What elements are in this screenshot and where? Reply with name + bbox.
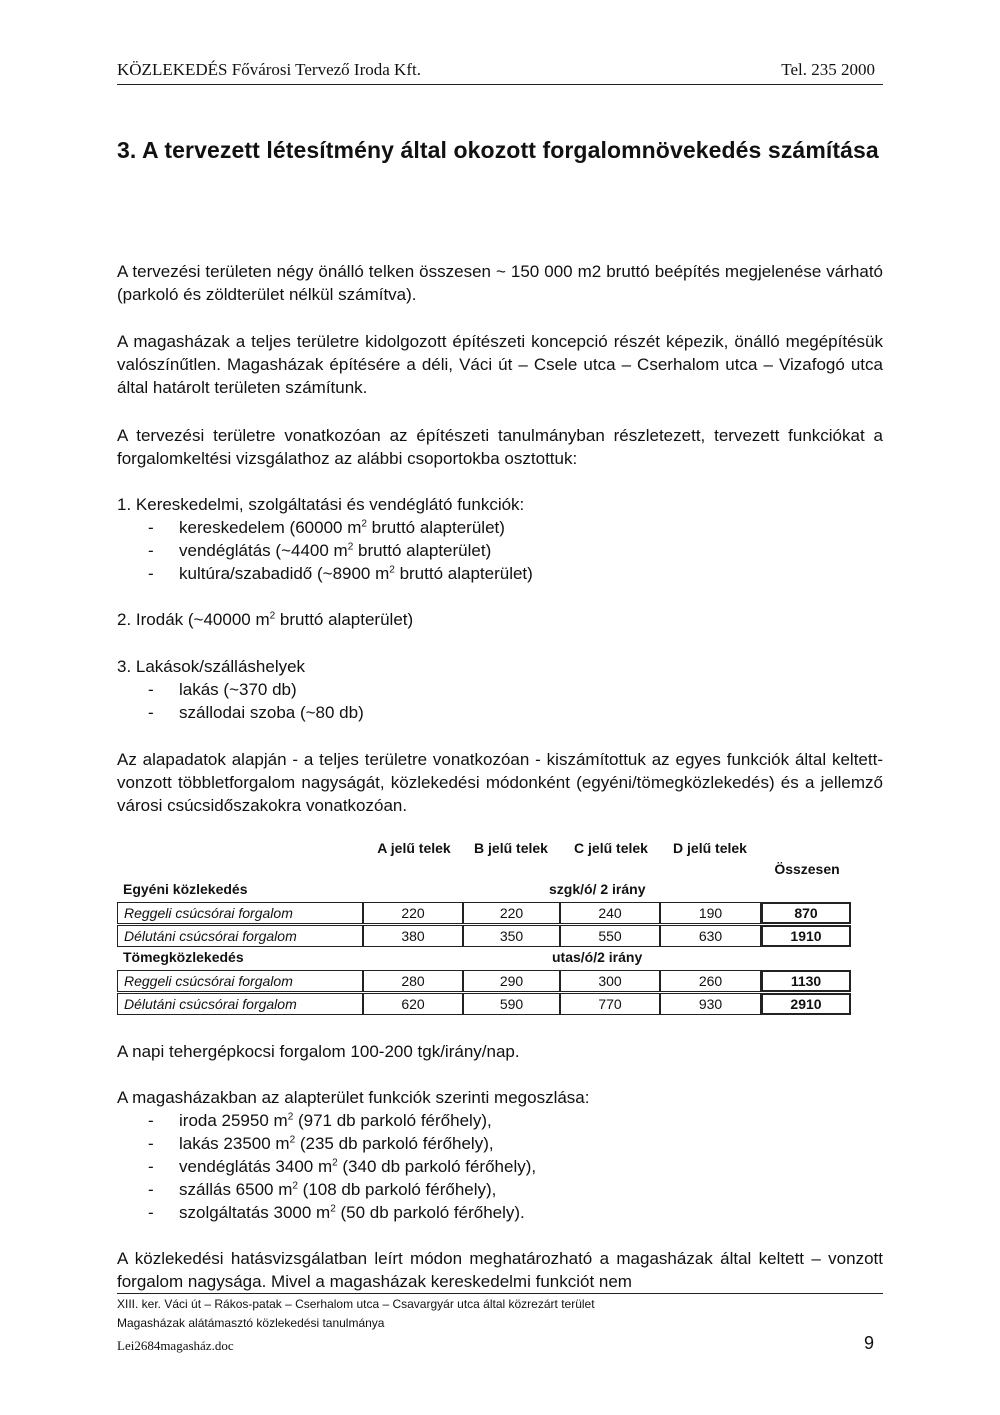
paragraph-3: A tervezési területre vonatkozóan az építészeti tanulmányban részletezett, tervezett funkciókat a forgalomkeltési vizsgálathoz az alábbi csoportokba osztottuk: bbox=[117, 426, 883, 468]
list-item: - kereskedelem (60000 $m^2$ bruttó alapterület) bbox=[148, 518, 505, 537]
list-item: - vendéglátás 3400 $m^2$ (340 db parkoló férőhely), bbox=[148, 1157, 537, 1176]
paragraph-1: A tervezési területen négy önálló telken összesen ~ 150 000 m2 bruttó beépítés megjelenése várható (parkoló és zöldterület nélkül számítva). bbox=[117, 262, 883, 304]
page-number: 9 bbox=[863, 1333, 874, 1353]
col-header-total: Összesen bbox=[774, 861, 840, 877]
col-header-b: B jelű telek bbox=[474, 840, 548, 856]
group-1-heading: 1. Kereskedelmi, szolgáltatási és vendéglátó funkciók: bbox=[117, 495, 525, 514]
footer-divider bbox=[117, 1293, 883, 1294]
header-phone: Tel. 235 2000 bbox=[781, 60, 875, 79]
paragraph-7: A közlekedési hatásvizsgálatban leírt módon meghatározható a magasházak által keltett – vonzott forgalom nagysága. Mivel a magasházak kereskedelmi funkciót nem bbox=[117, 1249, 883, 1291]
section-title: 3. A tervezett létesítmény által okozott forgalomnövekedés számítása bbox=[117, 137, 879, 163]
paragraph-2: A magasházak a teljes területre kidolgozott építészeti koncepció részét képezik, önálló megépítésük valószínűtlen. Magasházak építésére a déli, Váci út – Csele utca – Cserhalom utca – Vizafogó utca által határolt területen számítunk. bbox=[117, 332, 883, 397]
col-header-d: D jelű telek bbox=[673, 840, 747, 856]
table-row: Reggeli csúcsórai forgalom 220 220 240 190 870 bbox=[117, 902, 851, 924]
header-company: KÖZLEKEDÉS Fővárosi Tervező Iroda Kft. bbox=[117, 60, 421, 79]
footer-doc-name: Lei2684magasház.doc bbox=[117, 1338, 234, 1353]
section-egyeni: Egyéni közlekedés bbox=[123, 881, 248, 897]
paragraph-5: A napi tehergépkocsi forgalom 100-200 tgk/irány/nap. bbox=[117, 1042, 520, 1061]
paragraph-6: A magasházakban az alapterület funkciók szerinti megoszlása: bbox=[117, 1088, 590, 1107]
section-unit: utas/ó/2 irány bbox=[552, 949, 643, 965]
table-row: Délutáni csúcsórai forgalom 620 590 770 930 2910 bbox=[117, 993, 851, 1015]
footer-line-2: Magasházak alátámasztó közlekedési tanulmánya bbox=[117, 1316, 385, 1330]
footer-line-1: XIII. ker. Váci út – Rákos-patak – Cserhalom utca – Csavargyár utca által közrezárt terület bbox=[117, 1297, 595, 1311]
col-header-c: C jelű telek bbox=[574, 840, 648, 856]
list-item: - szolgáltatás 3000 $m^2$ (50 db parkoló férőhely). bbox=[148, 1203, 525, 1222]
list-item: - iroda 25950 $m^2$ (971 db parkoló férőhely), bbox=[148, 1111, 492, 1130]
table-row: Délutáni csúcsórai forgalom 380 350 550 630 1910 bbox=[117, 925, 851, 947]
section-unit: szgk/ó/ 2 irány bbox=[549, 881, 646, 897]
list-item: - vendéglátás (~4400 $m^2$ bruttó alapterület) bbox=[148, 541, 492, 560]
list-item: - szállás 6500 $m^2$ (108 db parkoló férőhely), bbox=[148, 1180, 497, 1199]
list-item: - szállodai szoba (~80 db) bbox=[148, 703, 364, 722]
list-item: - kultúra/szabadidő (~8900 $m^2$ bruttó alapterület) bbox=[148, 564, 533, 583]
section-tomeg: Tömegközlekedés bbox=[123, 949, 244, 965]
paragraph-4: Az alapadatok alapján - a teljes területre vonatkozóan - kiszámítottuk az egyes funkciók által keltett-vonzott többletforgalom nagyságát, közlekedési módonként (egyéni/tömegközlekedés) és a jellemző városi csúcsidőszakokra vonatkozóan. bbox=[117, 750, 883, 815]
group-3-heading: 3. Lakások/szálláshelyek bbox=[117, 657, 306, 676]
table-row: Reggeli csúcsórai forgalom 280 290 300 260 1130 bbox=[117, 970, 851, 992]
list-item: - lakás (~370 db) bbox=[148, 680, 297, 699]
group-2-heading: 2. Irodák (~40000 $m^2$ bruttó alapterület) bbox=[117, 610, 414, 629]
page-header bbox=[117, 58, 883, 85]
list-item: - lakás 23500 $m^2$ (235 db parkoló férőhely), bbox=[148, 1134, 494, 1153]
col-header-a: A jelű telek bbox=[377, 840, 451, 856]
